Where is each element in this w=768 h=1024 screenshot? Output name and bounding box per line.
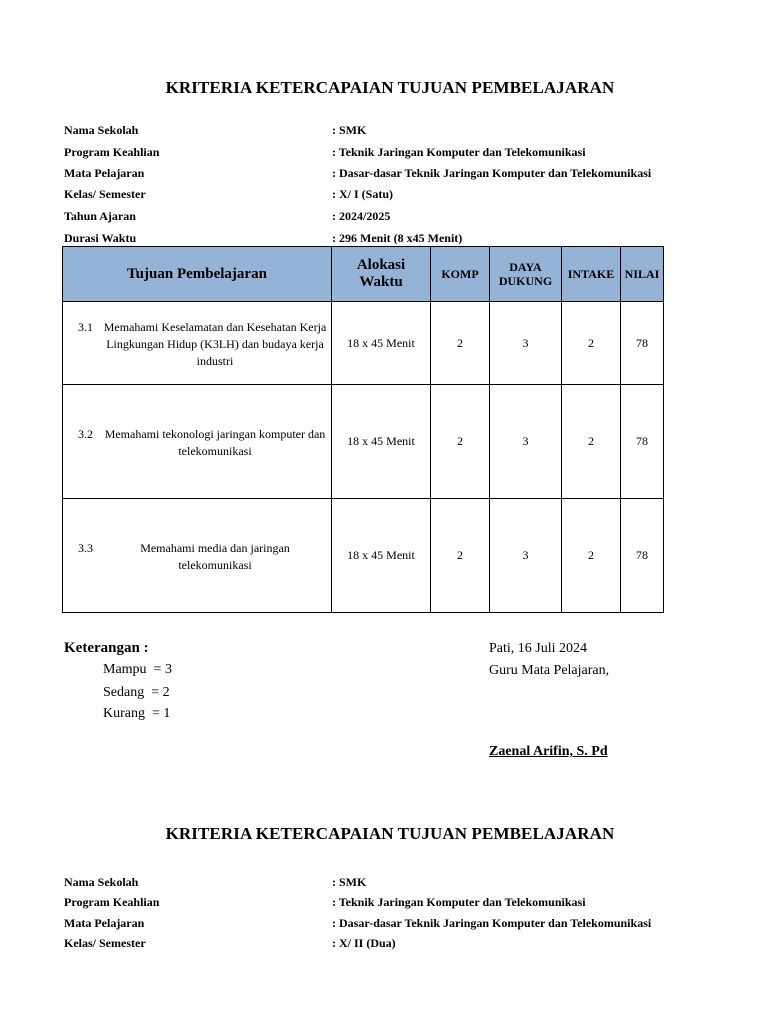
info-value: : SMK xyxy=(332,875,367,889)
info-label: Mata Pelajaran xyxy=(64,166,145,180)
info-label: Mata Pelajaran xyxy=(64,916,145,930)
page-title-2: KRITERIA KETERCAPAIAN TUJUAN PEMBELAJARAN xyxy=(165,824,615,843)
info-value: : Dasar-dasar Teknik Jaringan Komputer dan Telekomunikasi xyxy=(332,166,652,180)
tp-text: Memahami Keselamatan dan Kesehatan Kerja Lingkungan Hidup (K3LH) dan budaya kerja industri xyxy=(103,320,327,368)
info-label: Nama Sekolah xyxy=(64,875,139,889)
table-row xyxy=(63,385,664,499)
signature-name: Zaenal Arifin, S. Pd xyxy=(489,744,608,759)
info-value: : X/ I (Satu) xyxy=(332,187,394,201)
cell-tujuan xyxy=(63,385,332,499)
signature-role: Guru Mata Pelajaran, xyxy=(489,663,610,678)
cell-alokasi: 18 x 45 Menit xyxy=(332,385,431,499)
header-daya-line1: DAYA xyxy=(509,260,542,274)
kktp-table xyxy=(62,246,664,613)
keterangan-item-sedang: Sedang = 2 xyxy=(103,685,170,700)
table-header-row xyxy=(63,247,664,302)
cell-komp: 2 xyxy=(431,385,490,499)
info-label: Program Keahlian xyxy=(64,145,160,159)
keterangan-item-mampu: Mampu = 3 xyxy=(103,662,172,677)
cell-alokasi: 18 x 45 Menit xyxy=(332,302,431,385)
page-title: KRITERIA KETERCAPAIAN TUJUAN PEMBELAJARAN xyxy=(165,78,615,97)
cell-alokasi: 18 x 45 Menit xyxy=(332,499,431,613)
signature-place-date: Pati, 16 Juli 2024 xyxy=(489,641,588,656)
info-label: Kelas/ Semester xyxy=(64,187,146,201)
info-label: Nama Sekolah xyxy=(64,123,139,137)
info-value: : 296 Menit (8 x45 Menit) xyxy=(332,231,463,245)
header-daya-dukung xyxy=(490,247,562,302)
keterangan-title: Keterangan : xyxy=(64,640,149,656)
info-value: : SMK xyxy=(332,123,367,137)
cell-intake: 2 xyxy=(562,302,621,385)
cell-tujuan xyxy=(63,302,332,385)
tp-number: 3.2 xyxy=(78,427,93,441)
info-label: Tahun Ajaran xyxy=(64,209,136,223)
header-tujuan: Tujuan Pembelajaran xyxy=(63,247,332,302)
header-nilai: NILAI xyxy=(621,247,664,302)
cell-daya: 3 xyxy=(490,385,562,499)
header-komp: KOMP xyxy=(431,247,490,302)
info-value: : Dasar-dasar Teknik Jaringan Komputer dan Telekomunikasi xyxy=(332,916,652,930)
tp-number: 3.1 xyxy=(78,320,93,334)
cell-komp: 2 xyxy=(431,302,490,385)
info-value: : X/ II (Dua) xyxy=(332,936,396,950)
header-alokasi xyxy=(332,247,431,302)
cell-nilai: 78 xyxy=(621,385,664,499)
cell-nilai: 78 xyxy=(621,499,664,613)
keterangan-item-kurang: Kurang = 1 xyxy=(103,706,171,721)
cell-komp: 2 xyxy=(431,499,490,613)
header-intake: INTAKE xyxy=(562,247,621,302)
tp-text: Memahami media dan jaringan telekomunikasi xyxy=(140,541,290,572)
info-value: : Teknik Jaringan Komputer dan Telekomunikasi xyxy=(332,895,586,909)
table-row xyxy=(63,499,664,613)
tp-number: 3.3 xyxy=(78,541,93,555)
header-alokasi-line1: Alokasi xyxy=(356,257,406,273)
cell-nilai: 78 xyxy=(621,302,664,385)
cell-daya: 3 xyxy=(490,302,562,385)
tp-text: Memahami tekonologi jaringan komputer dan telekomunikasi xyxy=(104,427,326,458)
cell-daya: 3 xyxy=(490,499,562,613)
header-alokasi-line2: Waktu xyxy=(359,274,403,290)
table-row xyxy=(63,302,664,385)
header-daya-line2: DUKUNG xyxy=(498,274,553,288)
cell-intake: 2 xyxy=(562,385,621,499)
info-value: : 2024/2025 xyxy=(332,209,391,223)
info-label: Program Keahlian xyxy=(64,895,160,909)
info-label: Durasi Waktu xyxy=(64,231,137,245)
info-label: Kelas/ Semester xyxy=(64,936,146,950)
info-value: : Teknik Jaringan Komputer dan Telekomunikasi xyxy=(332,145,586,159)
cell-intake: 2 xyxy=(562,499,621,613)
cell-tujuan xyxy=(63,499,332,613)
